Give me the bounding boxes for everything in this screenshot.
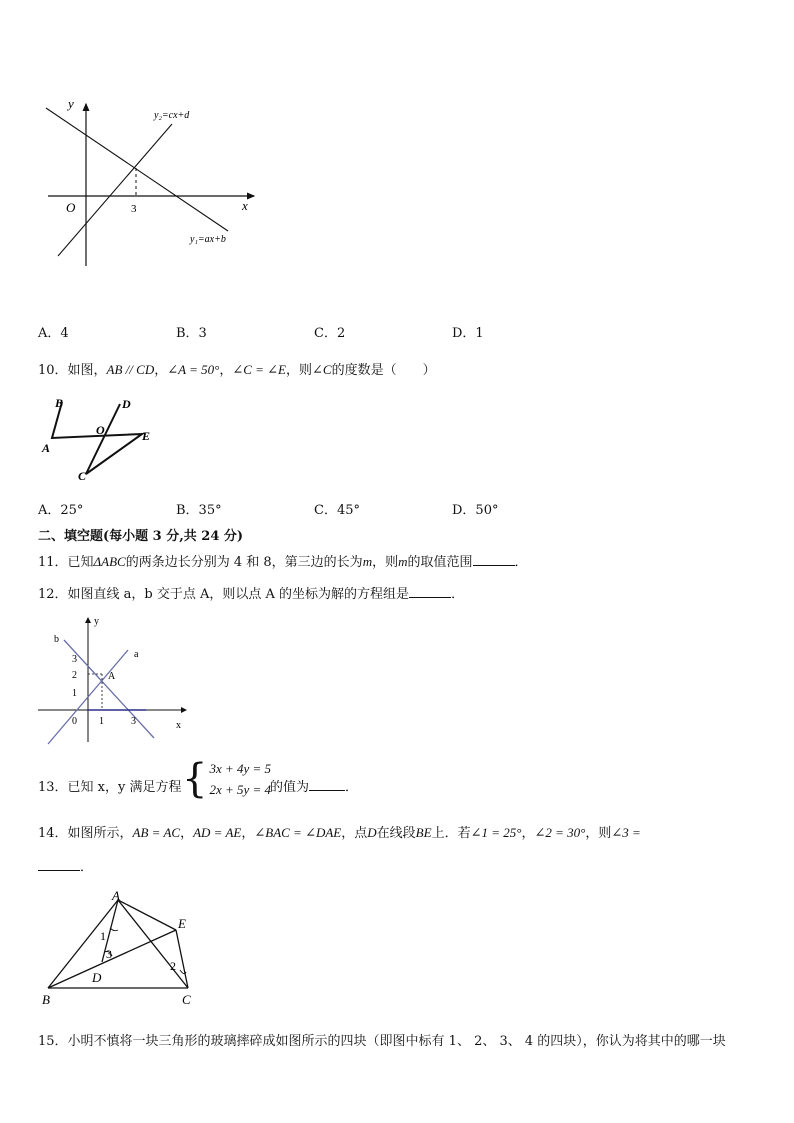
q14-seg-ab: [48, 900, 118, 988]
q14-answer-line: ．: [38, 856, 93, 875]
q13-eq1: 3x + 4y = 5: [209, 761, 272, 776]
q13-brace: {: [182, 756, 208, 802]
q12-tick-y1: 1: [72, 688, 77, 699]
q10-option-b[interactable]: B．35°: [176, 503, 222, 518]
q14-seg-ae: [118, 900, 176, 930]
q12-tick-y3: 3: [72, 654, 77, 665]
line-y2: [58, 124, 172, 256]
q10-label-c: C: [78, 469, 87, 483]
q14-seg-be: [48, 930, 176, 988]
q10-label-d: D: [122, 397, 131, 411]
q13-suffix: 的值为 ．: [270, 780, 359, 795]
q14-label-c: C: [182, 992, 191, 1007]
q12-label-a: a: [134, 649, 139, 660]
q13-eq2: 2x + 5y = 4: [209, 782, 272, 797]
q14-answer-blank[interactable]: [38, 858, 80, 871]
tick-3-label: 3: [131, 203, 137, 215]
q11-answer-blank[interactable]: [473, 553, 515, 566]
q12-label-y: y: [94, 616, 99, 627]
q10-option-c[interactable]: C．45°: [314, 503, 360, 518]
q12-stem: 12．如图直线 a，b 交于点 A，则以点 A 的坐标为解的方程组是 ．: [38, 587, 465, 602]
q9-option-a[interactable]: A．4: [38, 326, 69, 341]
q10-label-e: E: [142, 429, 151, 443]
q11-stem: 11．已知ΔABC的两条边长分别为 4 和 8，第三边的长为m，则m的取值范围 ．: [38, 554, 528, 570]
q13-prefix: 13．已知 x，y 满足方程: [38, 780, 182, 795]
q12-label-origin: 0: [72, 716, 77, 727]
q10-option-a[interactable]: A．25°: [38, 503, 84, 518]
q14-seg-ec: [176, 930, 188, 988]
q9-option-c[interactable]: C．2: [314, 326, 346, 341]
q12-label-point-a: A: [108, 671, 116, 682]
q12-tick-x1: 1: [99, 716, 104, 727]
q13-equation-system: [182, 758, 271, 800]
q10-figure: [40, 394, 170, 486]
y-axis-label: y: [68, 96, 74, 111]
q10-label-b: B: [55, 396, 64, 410]
q12-figure: [36, 612, 196, 752]
q14-figure: [38, 890, 208, 1008]
q12-line-b: [64, 640, 154, 738]
q14-seg-ac: [118, 900, 188, 988]
q9-option-d[interactable]: D．1: [452, 326, 484, 341]
q12-answer-blank[interactable]: [409, 585, 451, 598]
q10-shape: [52, 402, 142, 474]
q12-label-b: b: [54, 634, 59, 645]
q10-stem: 10．如图，AB // CD，∠A = 50°，∠C = ∠E，则∠C的度数是（ ）: [38, 362, 436, 378]
q14-label-a: A: [112, 888, 120, 903]
q12-tick-x3: 3: [131, 716, 136, 727]
q12-tick-y2: 2: [72, 670, 77, 681]
q14-label-b: B: [42, 992, 50, 1007]
q14-label-angle-3: 3: [106, 947, 112, 961]
line1-label: y₁=ax+b: [190, 234, 226, 245]
q10-label-o: O: [96, 423, 105, 437]
q9-option-b[interactable]: B．3: [176, 326, 207, 341]
q10-option-d[interactable]: D．50°: [452, 503, 499, 518]
q14-label-e: E: [178, 916, 186, 931]
origin-label: O: [66, 200, 76, 215]
x-axis-label: x: [242, 198, 248, 213]
q10-label-a: A: [42, 441, 51, 455]
q15-stem: 15．小明不慎将一块三角形的玻璃摔碎成如图所示的四块（即图中标有 1、 2、 3、 4 的四块），你认为将其中的哪一块: [38, 1034, 726, 1049]
q14-label-angle-1: 1: [100, 929, 106, 943]
q9-figure: [40, 96, 280, 276]
q14-label-angle-2: 2: [170, 959, 176, 973]
line2-label: y₂=cx+d: [154, 110, 190, 121]
q14-label-d: D: [92, 970, 102, 985]
section-heading: 二、填空题(每小题 3 分,共 24 分): [38, 529, 244, 544]
q13-answer-blank[interactable]: [309, 778, 345, 791]
q12-label-x: x: [176, 720, 181, 731]
q14-stem: 14．如图所示，AB = AC，AD = AE，∠BAC = ∠DAE，点D在线段BE上．若∠1 = 25°，∠2 = 30°，则∠3 =: [38, 825, 641, 841]
